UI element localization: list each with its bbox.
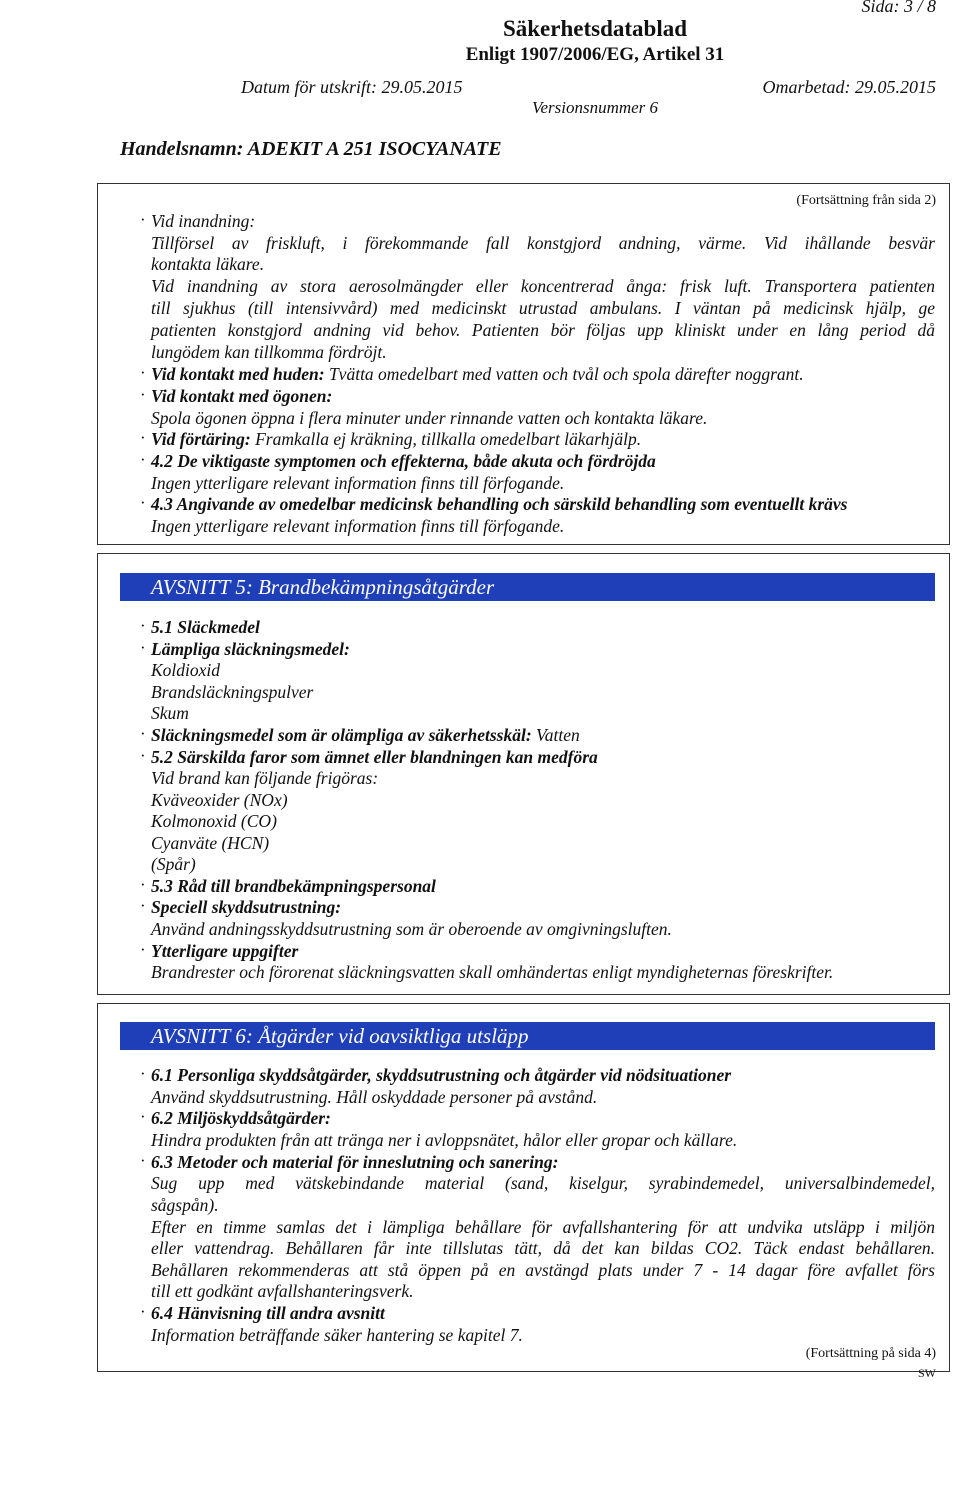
unsuitable-media (151, 724, 580, 746)
bullet: · (140, 210, 146, 229)
bullet: · (140, 616, 146, 635)
section-6-2-heading: 6.2 Miljöskyddsåtgärder: (151, 1108, 331, 1128)
inhalation-label: Vid inandning: (151, 211, 256, 231)
document-subtitle: Enligt 1907/2006/EG, Artikel 31 (465, 44, 725, 65)
hazard-item: Kväveoxider (NOx) (151, 790, 288, 810)
protective-equipment-text: Använd andningsskyddsutrustning som är oberoende av omgivningsluften. (151, 919, 672, 939)
section-6-4-text: Information beträffande säker hantering se kapitel 7. (151, 1325, 523, 1345)
footer-code: SW (918, 1366, 936, 1380)
hazard-item: Kolmonoxid (CO) (151, 811, 277, 831)
protective-equipment-label: Speciell skyddsutrustning: (151, 897, 342, 917)
continued-from: (Fortsättning från sida 2) (796, 193, 936, 208)
unsuitable-media-value: Vatten (536, 725, 580, 745)
bullet: · (140, 724, 146, 743)
inhalation-text-2: kontakta läkare. (151, 254, 265, 274)
skin-contact-text: Tvätta omedelbart med vatten och tvål och spola därefter noggrant. (328, 364, 804, 384)
hazard-item: Cyanväte (HCN) (151, 833, 270, 853)
eye-contact-label: Vid kontakt med ögonen: (151, 386, 333, 406)
suitable-media-item: Brandsläckningspulver (151, 682, 314, 702)
revised-date: Omarbetad: 29.05.2015 (762, 77, 936, 97)
document-title: Säkerhetsdatablad (502, 16, 688, 41)
section-4-2-text: Ingen ytterligare relevant information finns till förfogande. (151, 473, 565, 493)
section-5-3-heading: 5.3 Råd till brandbekämpningspersonal (151, 876, 436, 896)
eye-contact-text: Spola ögonen öppna i flera minuter under rinnande vatten och kontakta läkare. (151, 408, 708, 428)
suitable-media-label: Lämpliga släckningsmedel: (151, 639, 350, 659)
bullet: · (140, 493, 146, 512)
ingestion-text: Framkalla ej kräkning, tillkalla omedelbart läkarhjälp. (255, 429, 642, 449)
bullet: · (140, 746, 146, 765)
print-date: Datum för utskrift: 29.05.2015 (241, 77, 463, 97)
section-6-2-text: Hindra produkten från att tränga ner i avloppsnätet, hålor eller gropar och källare. (151, 1130, 738, 1150)
further-info-label: Ytterligare uppgifter (151, 941, 299, 961)
inhalation-text-1: Tillförsel av friskluft, i förekommande fall konstgjord andning, värme. Vid ihållande besvär (151, 233, 935, 253)
section-5-2-intro: Vid brand kan följande frigöras: (151, 768, 379, 788)
inhalation-text-6: lungödem kan tillkomma fördröjt. (151, 342, 387, 362)
ingestion (151, 428, 641, 450)
section-5-2-heading: 5.2 Särskilda faror som ämnet eller blandningen kan medföra (151, 747, 598, 767)
bullet: · (140, 1064, 146, 1083)
bullet: · (140, 638, 146, 657)
version-number: Versionsnummer 6 (531, 98, 659, 117)
section-6-3-heading: 6.3 Metoder och material för inneslutning och sanering: (151, 1152, 559, 1172)
section-4-3-text: Ingen ytterligare relevant information finns till förfogande. (151, 516, 565, 536)
section-4-2-heading: 4.2 De viktigaste symptomen och effekterna, både akuta och fördröjda (151, 451, 656, 471)
further-info-text: Brandrester och förorenat släckningsvatten skall omhändertas enligt myndigheternas föreskrifter. (151, 962, 834, 982)
inhalation-text-4: till sjukhus (till intensivvård) med medicinskt utrustad ambulans. I väntan på medicinsk hjälp, ge (151, 298, 935, 318)
skin-contact-label: Vid kontakt med huden: (151, 364, 325, 384)
hazard-item: (Spår) (151, 854, 196, 874)
section-6-3-text-2: sågspån). (151, 1195, 219, 1215)
section-6-title: AVSNITT 6: Åtgärder vid oavsiktliga utsläpp (120, 1022, 935, 1050)
section-6-3-text-4: eller vattendrag. Behållaren får inte tillslutas tätt, då det kan bildas CO2. Täck endast behållaren. (151, 1238, 935, 1258)
section-6-3-text-1: Sug upp med vätskebindande material (sand, kiselgur, syrabindemedel, universalbindemedel, (151, 1173, 935, 1193)
page-number: Sida: 3 / 8 (861, 0, 936, 16)
section-6-1-heading: 6.1 Personliga skyddsåtgärder, skyddsutrustning och åtgärder vid nödsituationer (151, 1065, 732, 1085)
ingestion-label: Vid förtäring: (151, 429, 251, 449)
bullet: · (140, 450, 146, 469)
inhalation-text-3: Vid inandning av stora aerosolmängder eller koncentrerad ånga: frisk luft. Transportera patienten (151, 276, 935, 296)
bullet: · (140, 363, 146, 382)
skin-contact (151, 363, 804, 385)
bullet: · (140, 896, 146, 915)
section-6-4-heading: 6.4 Hänvisning till andra avsnitt (151, 1303, 385, 1323)
bullet: · (140, 1302, 146, 1321)
bullet: · (140, 875, 146, 894)
suitable-media-item: Koldioxid (151, 660, 221, 680)
suitable-media-item: Skum (151, 703, 189, 723)
bullet: · (140, 385, 146, 404)
section-6-3-text-3: Efter en timme samlas det i lämpliga behållare för avfallshantering för att undvika utsläpp i miljön (151, 1217, 935, 1237)
unsuitable-media-label: Släckningsmedel som är olämpliga av säkerhetsskäl: (151, 725, 532, 745)
bullet: · (140, 428, 146, 447)
bullet: · (140, 1151, 146, 1170)
continued-to: (Fortsättning på sida 4) (805, 1346, 936, 1361)
section-6-3-text-6: till ett godkänt avfallshanteringsverk. (151, 1281, 414, 1301)
trade-name: Handelsnamn: ADEKIT A 251 ISOCYANATE (120, 138, 502, 160)
section-6-3-text-5: Behållaren rekommenderas att stå öppen på en avstängd plats under 7 - 14 dagar före avfallet förs (151, 1260, 935, 1280)
section-4-3-heading: 4.3 Angivande av omedelbar medicinsk behandling och särskild behandling som eventuellt krävs (151, 494, 848, 514)
inhalation-text-5: patienten konstgjord andning vid behov. Patienten bör följas upp kliniskt under en lång period då (151, 320, 935, 340)
section-5-title: AVSNITT 5: Brandbekämpningsåtgärder (120, 573, 935, 601)
bullet: · (140, 1107, 146, 1126)
section-5-1-heading: 5.1 Släckmedel (151, 617, 260, 637)
section-6-1-text: Använd skyddsutrustning. Håll oskyddade personer på avstånd. (151, 1087, 598, 1107)
bullet: · (140, 940, 146, 959)
